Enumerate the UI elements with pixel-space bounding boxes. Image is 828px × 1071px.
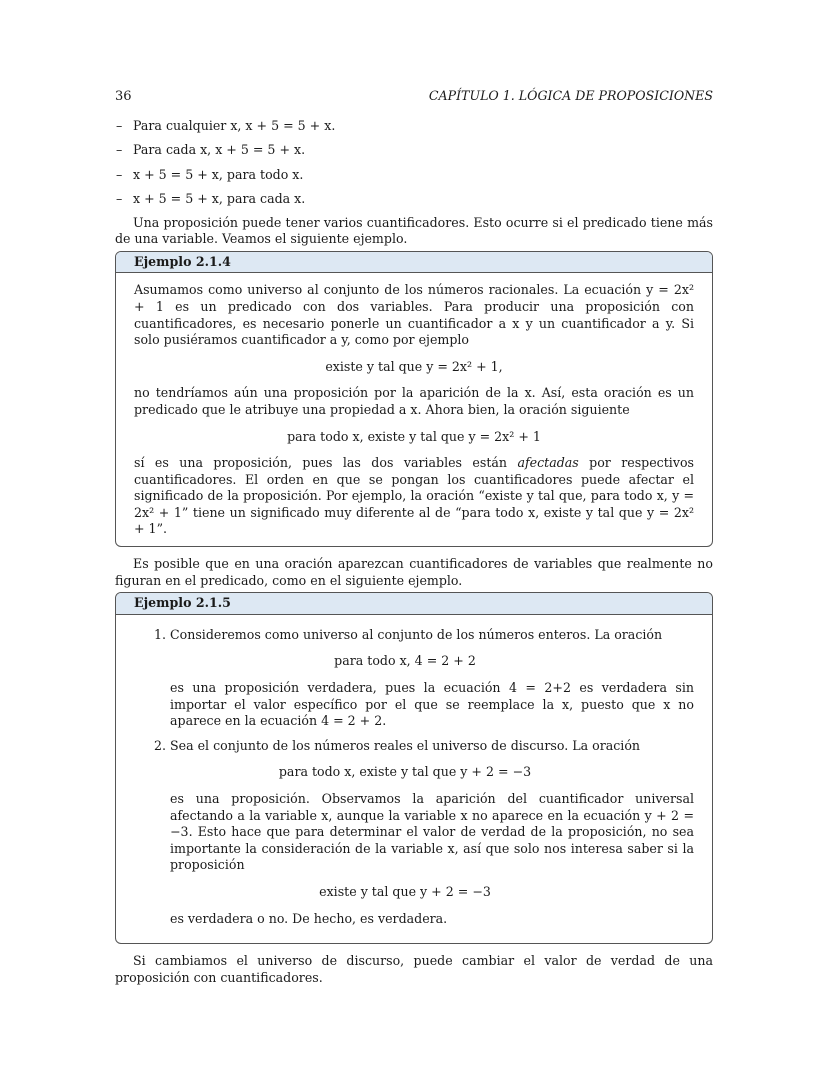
list-item: – Para cualquier x, x + 5 = 5 + x. <box>133 118 713 135</box>
list-item: – x + 5 = 5 + x, para cada x. <box>133 191 713 208</box>
example-title: Ejemplo 2.1.4 <box>116 252 712 274</box>
example-title: Ejemplo 2.1.5 <box>116 593 712 615</box>
numbered-list <box>134 627 694 927</box>
list-item <box>170 738 694 927</box>
display-equation: existe y tal que y = 2x² + 1, <box>325 358 503 374</box>
text-span: sí es una proposición, pues las dos variables están <box>134 455 518 471</box>
dash-list <box>115 118 713 208</box>
display-equation: para todo x, existe y tal que y + 2 = −3 <box>278 764 532 780</box>
example-paragraph <box>134 455 694 538</box>
display-equation: para todo x, 4 = 2 + 2 <box>334 653 476 669</box>
intro-paragraph: Una proposición puede tener varios cuantificadores. Esto ocurre si el predicado tiene más de una variable. Veamos el siguiente ejemplo. <box>115 214 713 247</box>
mid-paragraph: Es posible que en una oración aparezcan cuantificadores de variables que realmente no figuran en el predicado, como en el siguiente ejemplo. <box>115 556 713 588</box>
text-span: por respectivos cuantificadores. El orden en que se pongan los cuantificadores puede afectar el significado de la proposición. Por ejemplo, la oración “existe y tal que, para todo x, y = 2x² + 1” tiene un significado muy diferente al de “para todo x, existe y tal que y = 2x² + 1”. <box>134 455 694 537</box>
example-body <box>116 615 712 943</box>
example-box-2-1-4 <box>115 251 713 547</box>
display-equation: para todo x, existe y tal que y = 2x² + 1 <box>287 428 541 444</box>
example-box-2-1-5 <box>115 592 713 944</box>
item-paragraph: 1. Consideremos como universo al conjunto de los números enteros. La oración <box>170 626 663 642</box>
page-number: 36 <box>115 89 132 104</box>
example-body <box>116 273 712 546</box>
list-item: – Para cada x, x + 5 = 5 + x. <box>133 142 713 159</box>
list-item <box>170 627 694 730</box>
emphasis-text: afectadas <box>517 455 579 471</box>
example-paragraph: Asumamos como universo al conjunto de los números racionales. La ecuación y = 2x² + 1 es un predicado con dos variables. Para producir una proposición con cuantificadores, es necesario ponerle un cuantificador a x y un cuantificador a y. Si solo pusiéramos cuantificador a y, como por ejemplo <box>134 282 694 348</box>
item-paragraph: 2. Sea el conjunto de los números reales el universo de discurso. La oración <box>170 737 641 753</box>
page-content <box>115 88 713 986</box>
running-header <box>115 88 713 110</box>
example-paragraph: no tendríamos aún una proposición por la aparición de la x. Así, esta oración es un predicado que le atribuye una propiedad a x. Ahora bien, la oración siguiente <box>134 385 694 417</box>
item-paragraph: es una proposición. Observamos la aparición del cuantificador universal afectando a la variable x, aunque la variable x no aparece en la ecuación y + 2 = −3. Esto hace que para determinar el valor de verdad de la proposición, no sea importante la consideración de la variable x, así que solo nos interesa saber si la proposición <box>170 791 694 873</box>
chapter-title: CAPÍTULO 1. LÓGICA DE PROPOSICIONES <box>428 88 713 103</box>
item-paragraph: es verdadera o no. De hecho, es verdadera. <box>170 910 448 926</box>
final-paragraph: Si cambiamos el universo de discurso, puede cambiar el valor de verdad de una proposición con cuantificadores. <box>115 953 713 985</box>
display-equation: existe y tal que y + 2 = −3 <box>319 883 491 899</box>
item-paragraph: es una proposición verdadera, pues la ecuación 4 = 2+2 es verdadera sin importar el valor específico por el que se reemplace la x, puesto que x no aparece en la ecuación 4 = 2 + 2. <box>170 680 694 729</box>
list-item: – x + 5 = 5 + x, para todo x. <box>133 167 713 184</box>
